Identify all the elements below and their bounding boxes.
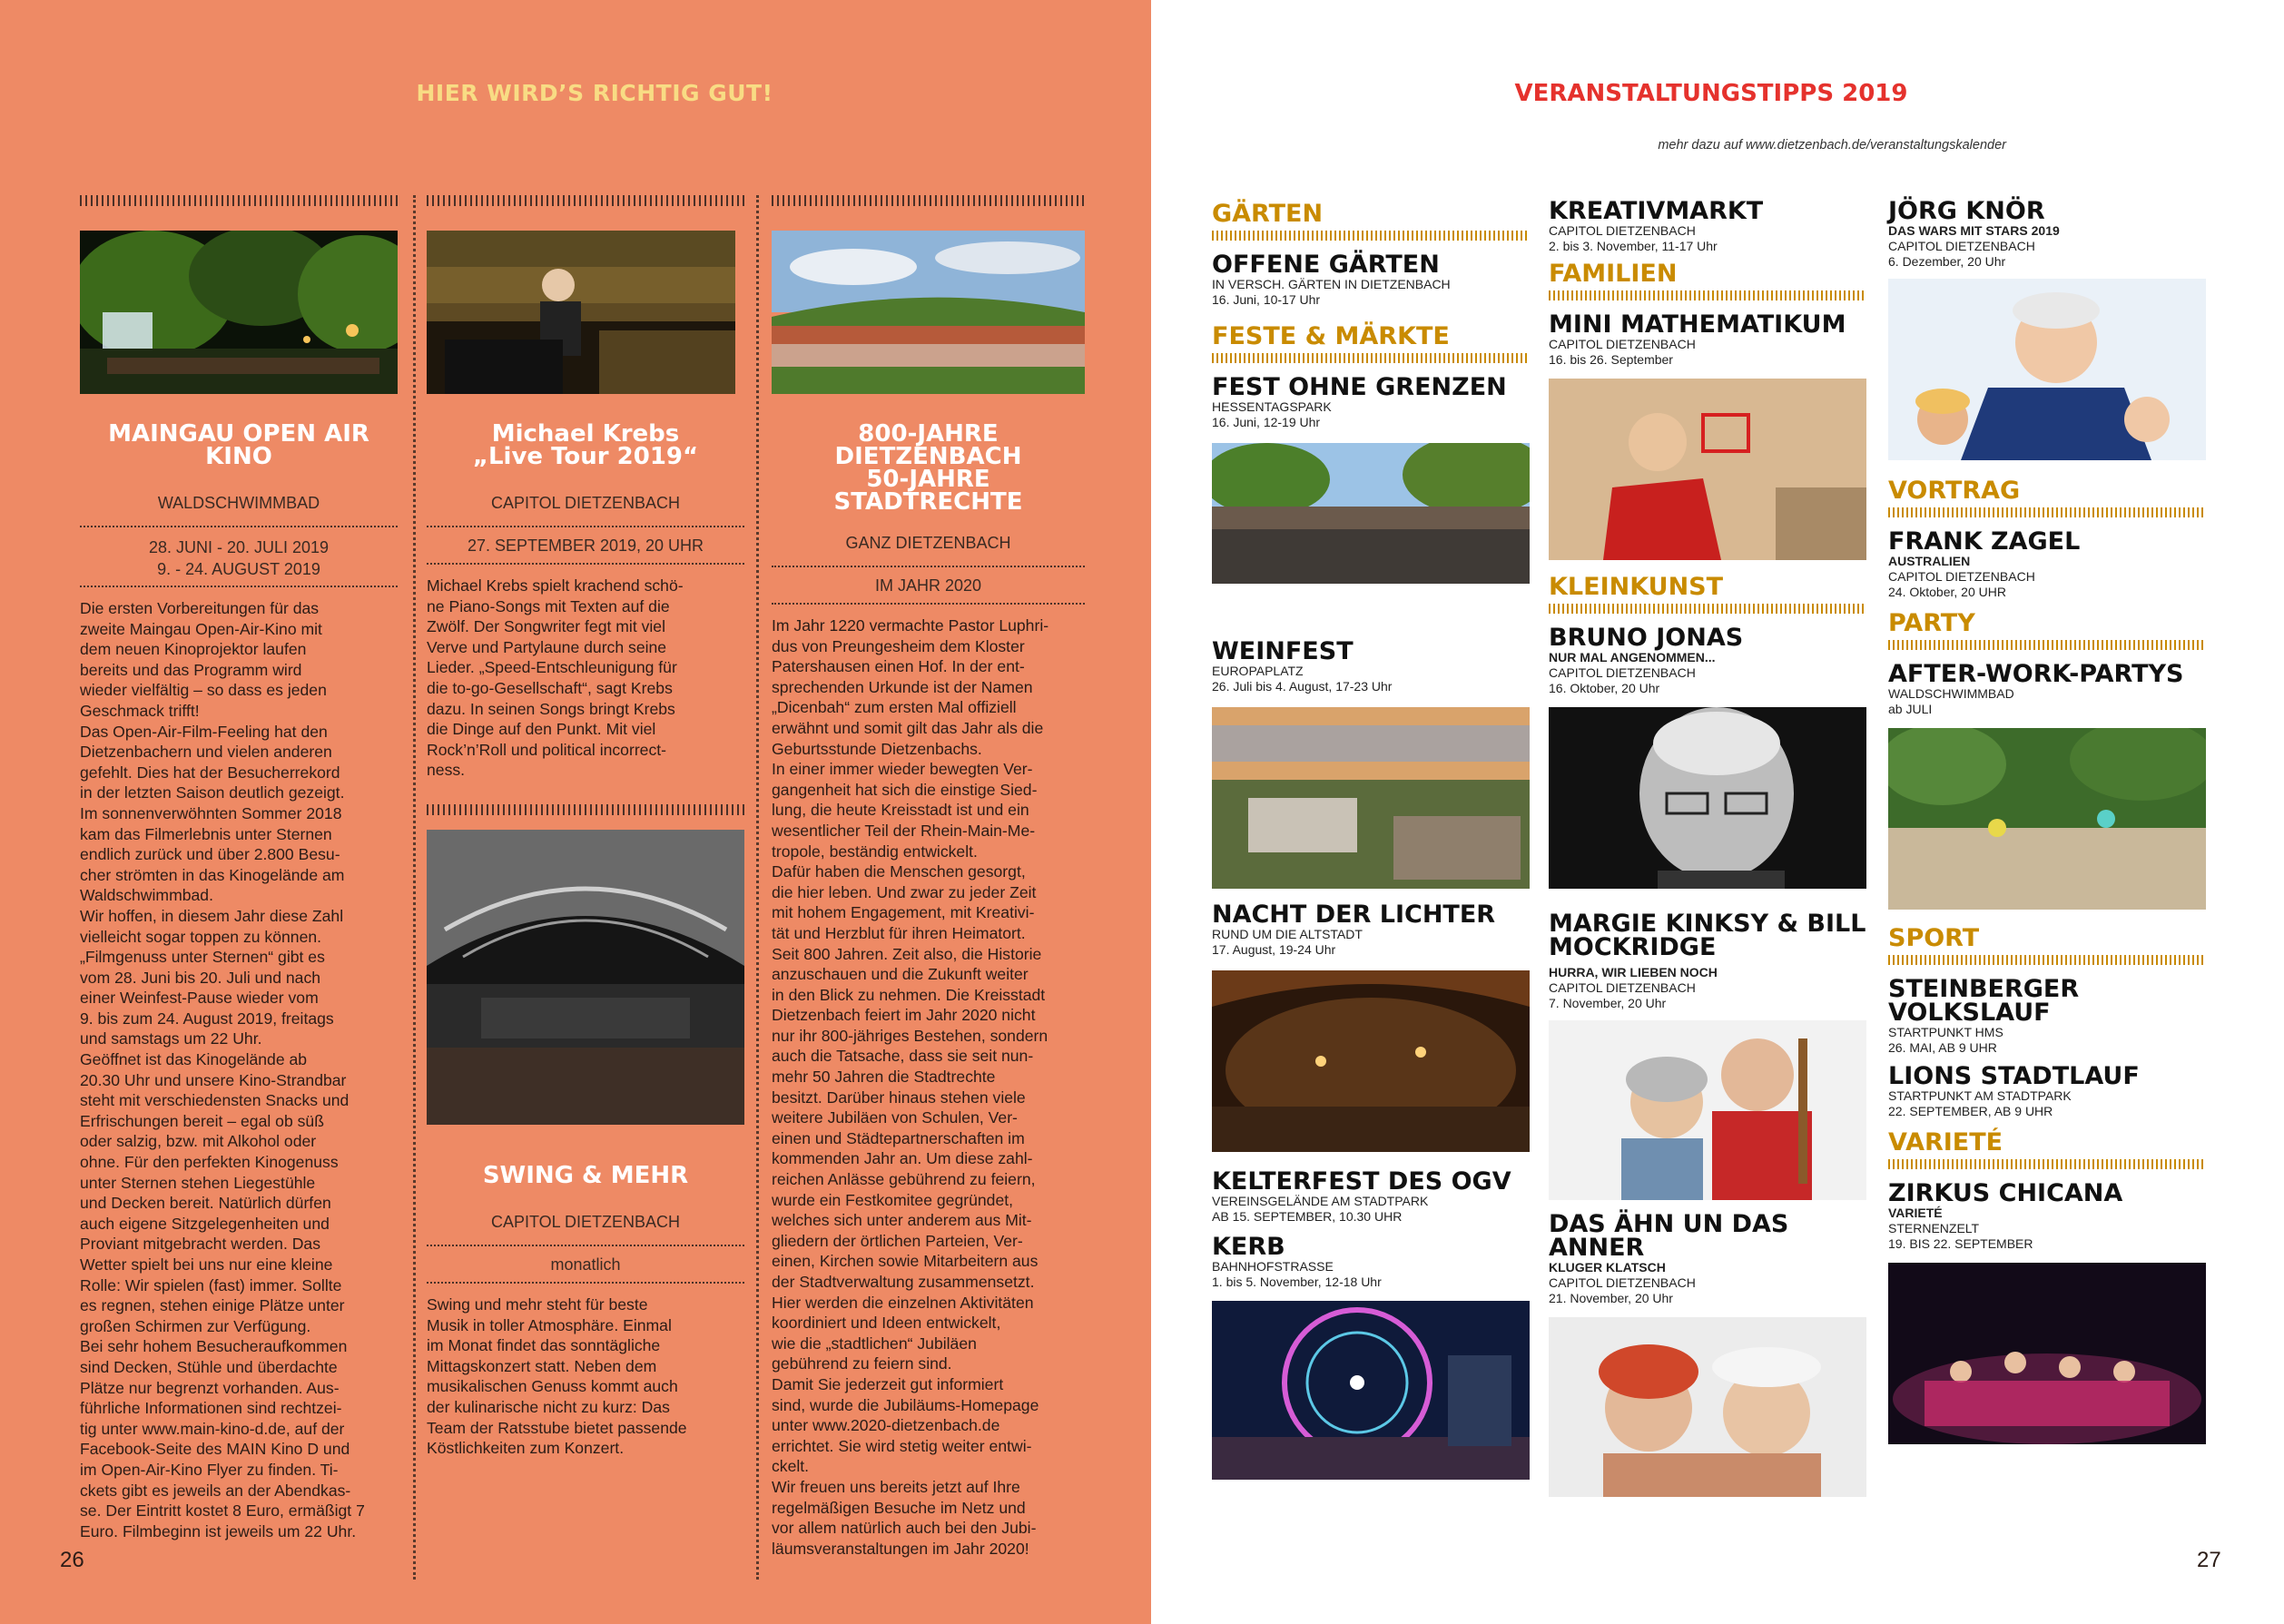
event-item: [1888, 1179, 2206, 1252]
category-heading: FAMILIEN: [1549, 260, 1678, 288]
nacht-der-lichter-photo: [1212, 970, 1530, 1152]
event-program: DAS WARS MIT STARS 2019: [1888, 223, 2060, 238]
article-title: 800-JAHRE DIETZENBACH 50-JAHRE STADTRECHTE: [833, 420, 1023, 516]
category-rule: [1212, 353, 1530, 363]
dotted-rule: [427, 563, 744, 565]
events-column-2: [1549, 197, 1866, 1497]
event-location: STERNENZELT: [1888, 1221, 1980, 1235]
capitol-hall-photo: [427, 830, 744, 1125]
event-item: [1549, 310, 1866, 368]
page-number: 27: [2197, 1548, 2221, 1572]
zirkus-chicana-photo: [1888, 1263, 2206, 1444]
article-date: IM JAHR 2020: [874, 576, 982, 595]
dotted-rule: [427, 1245, 744, 1246]
category-heading: PARTY: [1888, 609, 1975, 637]
event-program: HURRA, WIR LIEBEN NOCH: [1549, 965, 1718, 979]
article-body: Die ersten Vorbereitungen für das zweite Maingau Open-Air-Kino mit dem neuen Kinoprojektor laufen bereits und das Programm wird wieder vielfältig – so dass es jeden Geschmack trifft! Das Open-Air-Film-Feeling hat den Dietzenbachern und vielen anderen gefehlt. Dies hat der Besucherrekord in der letzten Saison deutlich gezeigt. Im sonnenverwöhnten Sommer 2018 kam das Filmerlebnis unter Sternen endlich zurück und über 2.800 Besu- cher strömten in das Kinogelände am Waldschwimmbad. Wir hoffen, in diesem Jahr diese Zahl vielleicht sogar toppen zu können. „Filmgenuss unter Sternen“ gibt es vom 28. Juni bis 20. Juli und nach einer Weinfest-Pause wieder vom 9. bis zum 24. August 2019, freitags und samstags um 22 Uhr. Geöffnet ist das Kinogelände ab 20.30 Uhr und unsere Kino-Strandbar steht mit verschiedensten Snacks und Erfrischungen bereit – egal ob süß oder salzig, bzw. mit Alkohol oder ohne. Für den perfekten Kinogenuss unter Sternen stehen Liegestühle und Decken bereit. Natürlich dürfen auch eigene Sitzgelegenheiten und Proviant mitgebracht werden. Das Wetter spielt bei uns nur eine kleine Rolle: Wir spielen (fast) immer. Sollte es regnen, stehen einige Plätze unter großen Schirmen zur Verfügung. Bei sehr hohem Besucheraufkommen sind Decken, Stühle und überdachte Plätze nur begrenzt vorhanden. Aus- führliche Informationen sind rechtzei- tig unter www.main-kino-d.de, auf der Facebook-Seite des MAIN Kino D und im Open-Air-Kino Flyer zu finden. Ti- ckets gibt es jeweils an der Abendkas- se. Der Eintritt kostet 8 Euro, ermäßigt 7 Euro. Filmbeginn ist jeweils um 22 Uhr.: [80, 599, 365, 1540]
event-program: KLUGER KLATSCH: [1549, 1260, 1666, 1275]
category-rule: [1549, 604, 1866, 614]
dotted-rule: [80, 586, 398, 587]
event-title: KREATIVMARKT: [1549, 197, 1764, 225]
article-michael-krebs: [427, 195, 744, 1459]
article-location: GANZ DIETZENBACH: [845, 534, 1011, 552]
article-date: 28. JUNI - 20. JULI 2019 9. - 24. AUGUST 2019: [148, 538, 330, 578]
town-panorama-photo: [772, 231, 1085, 394]
event-location: IN VERSCH. GÄRTEN IN DIETZENBACH: [1212, 277, 1451, 291]
event-item: [1212, 1167, 1530, 1225]
event-title: ZIRKUS CHICANA: [1888, 1179, 2123, 1207]
category-rule: [1888, 640, 2206, 650]
event-location: RUND UM DIE ALTSTADT: [1212, 927, 1363, 941]
event-date: 26. Juli bis 4. August, 17-23 Uhr: [1212, 679, 1393, 694]
article-location: WALDSCHWIMMBAD: [157, 494, 320, 512]
event-program: VARIETÉ: [1888, 1206, 1943, 1220]
event-item: [1888, 527, 2206, 600]
category-rule: [1212, 231, 1530, 241]
event-item: [1888, 660, 2206, 717]
article-body: Swing und mehr steht für beste Musik in toller Atmosphäre. Einmal im Monat findet das sonntägliche Mittagskonzert statt. Neben dem musikalischen Genuss kommt auch der kulinarische nicht zu kurz: Das Team der Ratsstube bietet passende Köstlichkeiten zum Konzert.: [427, 1294, 687, 1458]
event-date: 1. bis 5. November, 12-18 Uhr: [1212, 1275, 1382, 1289]
event-title: DAS ÄHN UN DAS ANNER: [1549, 1210, 1789, 1262]
event-title: OFFENE GÄRTEN: [1212, 251, 1440, 279]
event-location: CAPITOL DIETZENBACH: [1549, 337, 1696, 351]
left-page-header: HIER WIRD’S RICHTIG GUT!: [416, 80, 773, 106]
dotted-rule: [772, 566, 1085, 567]
hatch-rule: [427, 195, 744, 206]
column-divider: [413, 195, 416, 1580]
event-date: 7. November, 20 Uhr: [1549, 996, 1667, 1010]
hatch-rule: [772, 195, 1085, 206]
category-rule: [1549, 290, 1866, 300]
event-location: CAPITOL DIETZENBACH: [1549, 980, 1696, 995]
event-date: 24. Oktober, 20 UHR: [1888, 585, 2006, 599]
event-date: 21. November, 20 Uhr: [1549, 1291, 1673, 1305]
article-body: Michael Krebs spielt krachend schö- ne Piano-Songs mit Texten auf die Zwölf. Der Songwriter fegt mit viel Verve und Partylaune durch seine Lieder. „Speed-Entschleunigung für die to-go-Gesellschaft“, sagt Krebs dazu. In seinen Songs bringt Krebs die Dinge auf den Punkt. Mit viel Rock’n’Roll und political incorrect- ness.: [427, 576, 684, 780]
dotted-rule: [772, 603, 1085, 605]
category-heading: FESTE & MÄRKTE: [1212, 322, 1450, 350]
event-location: WALDSCHWIMMBAD: [1888, 686, 2014, 701]
article-title: MAINGAU OPEN AIR KINO: [108, 420, 369, 470]
event-title: WEINFEST: [1212, 637, 1354, 665]
category-heading: VARIETÉ: [1888, 1128, 2003, 1156]
category-heading: SPORT: [1888, 924, 1980, 952]
event-title: MINI MATHEMATIKUM: [1549, 310, 1846, 339]
category-rule: [1888, 507, 2206, 517]
article-title: SWING & MEHR: [482, 1161, 689, 1189]
dotted-rule: [427, 1282, 744, 1284]
concert-photo: [427, 231, 744, 394]
event-title: NACHT DER LICHTER: [1212, 901, 1496, 929]
event-title: FEST OHNE GRENZEN: [1212, 373, 1507, 401]
event-item: [1212, 253, 1530, 308]
event-date: 16. Oktober, 20 Uhr: [1549, 681, 1660, 695]
event-item: [1549, 912, 1866, 1011]
event-title: KERB: [1212, 1233, 1285, 1261]
event-location: HESSENTAGSPARK: [1212, 399, 1332, 414]
event-date: 16. bis 26. September: [1549, 352, 1673, 367]
event-location: VEREINSGELÄNDE AM STADTPARK: [1212, 1194, 1429, 1208]
dotted-rule: [80, 526, 398, 527]
event-item: [1212, 373, 1530, 430]
joerg-knoer-photo: [1888, 279, 2206, 460]
open-air-cinema-photo: [80, 231, 398, 394]
event-location: CAPITOL DIETZENBACH: [1888, 239, 2035, 253]
event-date: 19. BIS 22. SEPTEMBER: [1888, 1236, 2033, 1251]
event-date: 6. Dezember, 20 Uhr: [1888, 254, 2006, 269]
category-rule: [1888, 955, 2206, 965]
event-program: NUR MAL ANGENOMMEN...: [1549, 650, 1716, 664]
event-location: STARTPUNKT AM STADTPARK: [1888, 1088, 2072, 1103]
child-mathematikum-photo: [1549, 379, 1866, 560]
hatch-rule: [427, 804, 744, 815]
event-title: KELTERFEST DES OGV: [1212, 1167, 1511, 1196]
article-date: 27. SEPTEMBER 2019, 20 UHR: [467, 536, 704, 555]
kinksy-mockridge-photo: [1549, 1020, 1866, 1200]
category-heading: KLEINKUNST: [1549, 573, 1724, 601]
event-item: [1549, 1210, 1866, 1306]
event-item: [1888, 1062, 2206, 1119]
event-item: [1549, 626, 1866, 696]
event-item: [1212, 903, 1530, 958]
event-title: AFTER-WORK-PARTYS: [1888, 660, 2184, 688]
article-body: Im Jahr 1220 vermachte Pastor Luphri- dus von Preungesheim dem Kloster Patershausen einen Hof. In der ent- sprechenden Urkunde ist der Namen „Dicenbah“ zum ersten Mal offiziell erwähnt und somit gilt das Jahr als die Geburtsstunde Dietzenbachs. In einer immer wieder bewegten Ver- gangenheit hat sich die einstige Sied- lung, die heute Kreisstadt ist und ein wesentlicher Teil der Rhein-Main-Me- tropole, beständig entwickelt. Dafür haben die Menschen gesorgt, die hier leben. Und zwar zu jeder Zeit mit hohem Engagement, mit Kreativi- tät und Herzblut für ihren Heimatort. Seit 800 Jahren. Zeit also, die Historie anzuschauen und die Zukunft weiter in den Blick zu nehmen. Die Kreisstadt Dietzenbach feiert im Jahr 2020 nicht nur ihr 800-jähriges Bestehen, sondern auch die Tatsache, dass sie seit nun- mehr 50 Jahren die Stadtrechte besitzt. Darüber hinaus stehen viele weitere Jubiläen von Schulen, Ver- einen und Städtepartnerschaften im kommenden Jahr an. Um diese zahl- reichen Anlässe gebührend zu feiern, wurde ein Festkomitee gegründet, welches sich unter anderem aus Mit- gliedern der örtlichen Parteien, Ver- einen, Kirchen sowie Mitarbeitern aus der Stadtverwaltung zusammensetzt. Hier werden die einzelnen Aktivitäten koordiniert und Ideen entwickelt, wie die „stadtlichen“ Jubiläen gebührend zu feiern sind. Damit Sie jederzeit gut informiert sind, wurde die Jubiläums-Homepage unter www.2020-dietzenbach.de errichtet. Sie wird stetig weiter entwi- ckelt. Wir freuen uns bereits jetzt auf Ihre regelmäßigen Besuche im Netz und vor allem natürlich auch bei den Jubi- läumsveranstaltungen im Jahr 2020!: [772, 616, 1049, 1558]
event-title: FRANK ZAGEL: [1888, 527, 2081, 556]
event-title: BRUNO JONAS: [1549, 624, 1744, 652]
event-date: 2. bis 3. November, 11-17 Uhr: [1549, 239, 1718, 253]
events-column-1: [1212, 200, 1530, 1480]
event-title: STEINBERGER VOLKSLAUF: [1888, 975, 2080, 1027]
article-800-jahre: [772, 195, 1085, 1559]
kerb-ferris-wheel-photo: [1212, 1301, 1530, 1480]
event-date: AB 15. SEPTEMBER, 10.30 UHR: [1212, 1209, 1403, 1224]
event-location: EUROPAPLATZ: [1212, 664, 1304, 678]
category-heading: GÄRTEN: [1212, 200, 1324, 228]
category-rule: [1888, 1159, 2206, 1169]
article-date: monatlich: [550, 1255, 621, 1274]
event-date: 16. Juni, 10-17 Uhr: [1212, 292, 1321, 307]
fest-crowd-photo: [1212, 443, 1530, 584]
event-title: MARGIE KINKSY & BILL MOCKRIDGE: [1549, 910, 1866, 961]
event-date: 22. SEPTEMBER, AB 9 UHR: [1888, 1104, 2053, 1118]
event-location: BAHNHOFSTRASSE: [1212, 1259, 1334, 1274]
event-item: [1888, 975, 2206, 1056]
article-location: CAPITOL DIETZENBACH: [490, 494, 681, 512]
event-location: CAPITOL DIETZENBACH: [1549, 1275, 1696, 1290]
hatch-rule: [80, 195, 398, 206]
event-date: 16. Juni, 12-19 Uhr: [1212, 415, 1321, 429]
calendar-link[interactable]: mehr dazu auf www.dietzenbach.de/veranstaltungskalender: [1658, 138, 2006, 153]
right-page-header: VERANSTALTUNGSTIPPS 2019: [1514, 80, 1908, 107]
event-location: CAPITOL DIETZENBACH: [1549, 665, 1696, 680]
event-item: [1549, 197, 1866, 254]
after-work-party-photo: [1888, 728, 2206, 910]
event-location: STARTPUNKT HMS: [1888, 1025, 2003, 1039]
page-number: 26: [60, 1548, 84, 1572]
event-location: CAPITOL DIETZENBACH: [1549, 223, 1696, 238]
bruno-jonas-portrait-photo: [1549, 707, 1866, 889]
column-divider: [756, 195, 759, 1580]
event-location: CAPITOL DIETZENBACH: [1888, 569, 2035, 584]
event-date: ab JULI: [1888, 702, 1933, 716]
article-title: Michael Krebs „Live Tour 2019“: [472, 420, 699, 470]
event-item: [1888, 197, 2206, 270]
aehn-un-anner-photo: [1549, 1317, 1866, 1497]
event-date: 17. August, 19-24 Uhr: [1212, 942, 1336, 957]
dotted-rule: [427, 526, 744, 527]
event-title: LIONS STADTLAUF: [1888, 1062, 2140, 1090]
event-item: [1212, 1235, 1530, 1290]
events-column-3: [1888, 197, 2206, 1444]
event-item: [1212, 637, 1530, 694]
weinfest-aerial-photo: [1212, 707, 1530, 889]
article-open-air-kino: [80, 195, 398, 1541]
category-heading: VORTRAG: [1888, 477, 2021, 505]
article-location: CAPITOL DIETZENBACH: [490, 1212, 681, 1231]
event-program: AUSTRALIEN: [1888, 554, 1971, 568]
event-date: 26. MAI, AB 9 UHR: [1888, 1040, 1997, 1055]
event-title: JÖRG KNÖR: [1888, 197, 2045, 225]
